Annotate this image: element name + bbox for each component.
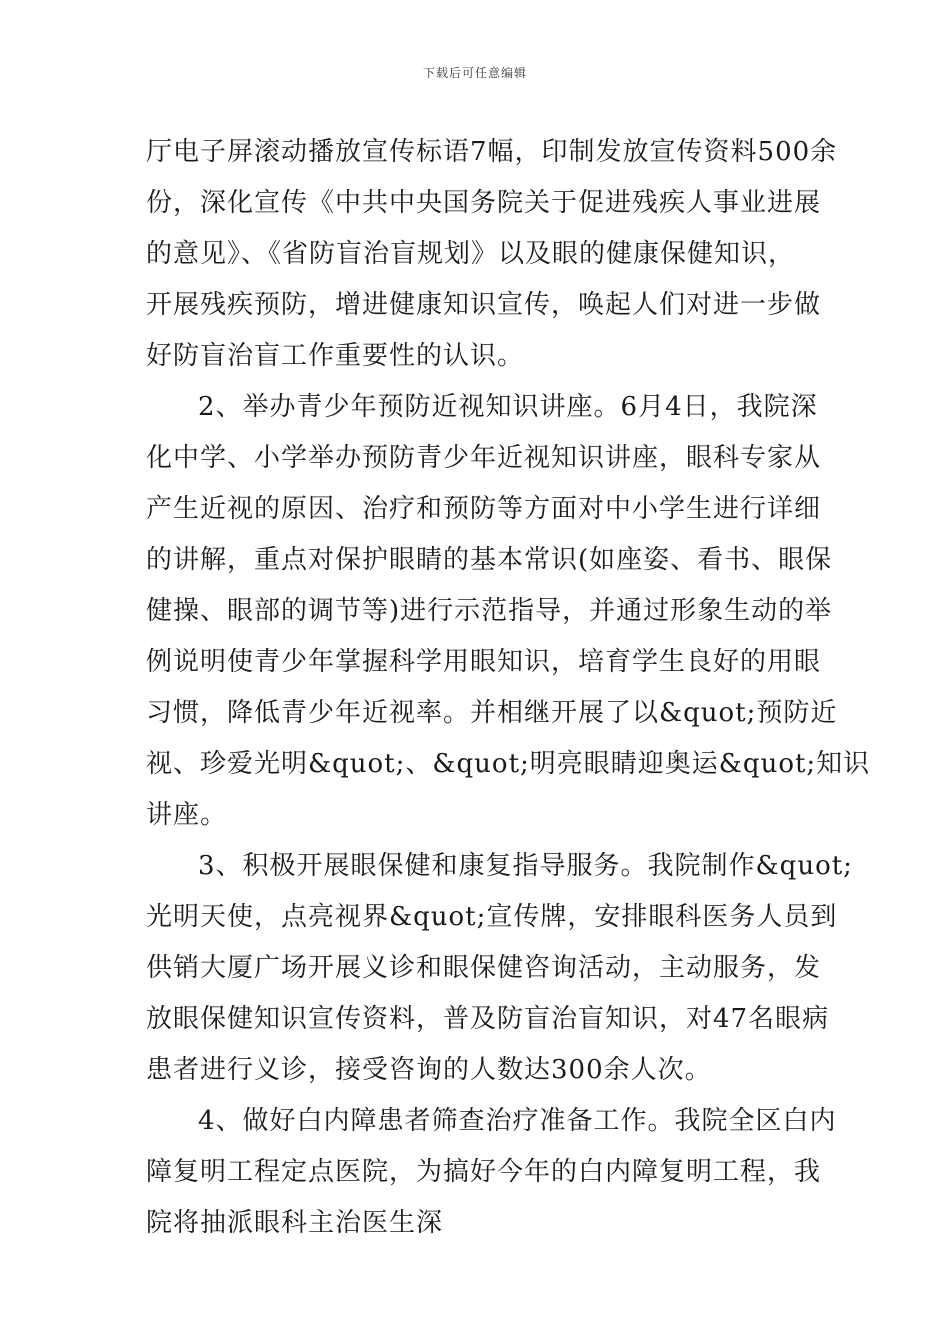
text-line: 习惯，降低青少年近视率。并相继开展了以&quot;预防近 — [146, 698, 838, 728]
text-line: 好防盲治盲工作重要性的认识。 — [146, 341, 525, 371]
paragraph-start-line: 3、积极开展眼保健和康复指导服务。我院制作&quot; — [198, 851, 853, 881]
paragraph-start-line: 4、做好白内障患者筛查治疗准备工作。我院全区白内 — [198, 1106, 837, 1136]
text-line: 光明天使，点亮视界&quot;宣传牌，安排眼科医务人员到 — [146, 902, 838, 932]
text-line: 产生近视的原因、治疗和预防等方面对中小学生进行详细 — [146, 494, 822, 524]
text-line: 开展残疾预防，增进健康知识宣传，唤起人们对进一步做 — [146, 290, 822, 320]
text-line: 健操、眼部的调节等)进行示范指导，并通过形象生动的举 — [146, 596, 833, 626]
text-line: 院将抽派眼科主治医生深 — [146, 1208, 444, 1238]
text-line: 化中学、小学举办预防青少年近视知识讲座，眼科专家从 — [146, 443, 822, 473]
text-line: 障复明工程定点医院，为搞好今年的白内障复明工程，我 — [146, 1157, 822, 1187]
text-line: 供销大厦广场开展义诊和眼保健咨询活动，主动服务，发 — [146, 953, 822, 983]
text-line: 视、珍爱光明&quot;、&quot;明亮眼睛迎奥运&quot;知识 — [146, 749, 871, 779]
text-line: 份，深化宣传《中共中央国务院关于促进残疾人事业进展 — [146, 188, 822, 218]
text-line: 的意见》、《省防盲治盲规划》以及眼的健康保健知识， — [146, 239, 796, 269]
paragraph-start-line: 2、举办青少年预防近视知识讲座。6月4日，我院深 — [198, 392, 818, 422]
text-line: 厅电子屏滚动播放宣传标语7幅，印制发放宣传资料500余 — [146, 137, 838, 167]
text-line: 讲座。 — [146, 800, 228, 830]
text-line: 的讲解，重点对保护眼睛的基本常识(如座姿、看书、眼保 — [146, 545, 833, 575]
body-text — [146, 127, 871, 1249]
page-header: 下载后可任意编辑 — [422, 66, 527, 80]
text-line: 放眼保健知识宣传资料，普及防盲治盲知识，对47名眼病 — [146, 1004, 830, 1034]
text-line: 患者进行义诊，接受咨询的人数达300余人次。 — [146, 1055, 712, 1085]
text-line: 例说明使青少年掌握科学用眼知识，培育学生良好的用眼 — [146, 647, 822, 677]
